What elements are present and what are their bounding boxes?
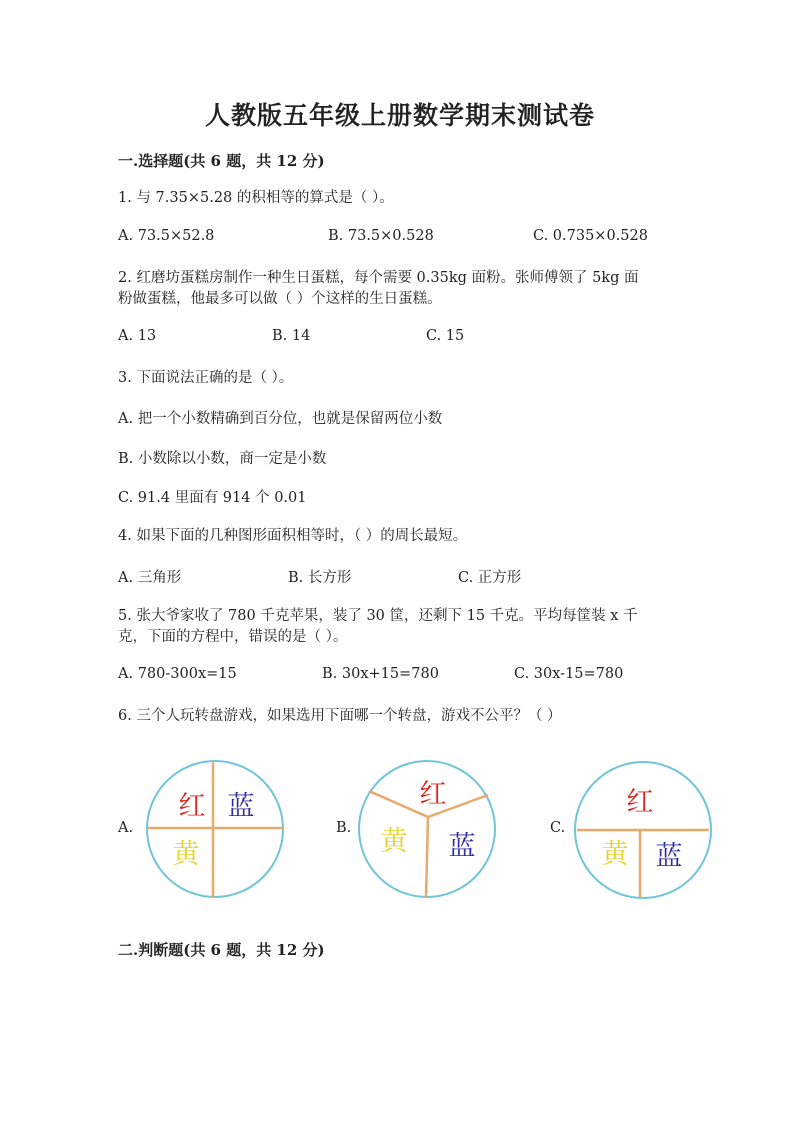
question-4-stem: 4. 如果下面的几种图形面积相等时，（ ）的周长最短。 [118, 528, 468, 544]
spinner-b [355, 756, 505, 906]
question-3-option-c: C. 91.4 里面有 914 个 0.01 [118, 490, 307, 506]
spinner-a-yellow-text: 黄 [172, 839, 200, 870]
question-5-stem-line-2: 克，下面的方程中，错误的是（ ）。 [118, 629, 348, 645]
question-2-stem-line-1: 2. 红磨坊蛋糕房制作一种生日蛋糕，每个需要 0.35kg 面粉。张师傅领了 5kg 面 [118, 270, 639, 286]
spinner-c-yellow-text: 黄 [601, 839, 629, 870]
question-3-option-b: B. 小数除以小数，商一定是小数 [118, 451, 327, 467]
spinner-a [140, 758, 290, 908]
question-1-option-c: C. 0.735×0.528 [533, 228, 648, 244]
question-2-option-b: B. 14 [272, 328, 311, 344]
question-3-stem: 3. 下面说法正确的是（ ）。 [118, 370, 294, 386]
spinner-c-label: C. [550, 820, 566, 836]
spinner-b-red-text: 红 [419, 779, 447, 810]
question-2-option-c: C. 15 [426, 328, 465, 344]
question-1-option-a: A. 73.5×52.8 [118, 228, 215, 244]
section-heading-judgement: 二.判断题(共 6 题，共 12 分) [118, 941, 325, 959]
question-5-option-c: C. 30x-15=780 [514, 666, 624, 682]
spinner-b-label: B. [336, 820, 352, 836]
question-3-option-a: A. 把一个小数精确到百分位，也就是保留两位小数 [118, 411, 443, 427]
question-2-option-a: A. 13 [118, 328, 157, 344]
spinner-c-red-text: 红 [626, 787, 654, 818]
question-6-stem: 6. 三个人玩转盘游戏，如果选用下面哪一个转盘，游戏不公平？（ ） [118, 708, 562, 724]
question-5-stem-line-1: 5. 张大爷家收了 780 千克苹果，装了 30 筐，还剩下 15 千克。平均每筐装 x 千 [118, 608, 638, 624]
spinner-a-label: A. [118, 820, 134, 836]
section-heading-choice: 一.选择题(共 6 题，共 12 分) [118, 152, 325, 170]
spinner-b-blue-text: 蓝 [448, 831, 476, 862]
spinner-c-blue-text: 蓝 [655, 841, 683, 872]
page-title: 人教版五年级上册数学期末测试卷 [204, 101, 595, 130]
spinner-c [570, 756, 720, 906]
question-2-stem-line-2: 粉做蛋糕，他最多可以做（ ）个这样的生日蛋糕。 [118, 291, 442, 307]
question-5-option-b: B. 30x+15=780 [322, 666, 439, 682]
question-4-option-c: C. 正方形 [458, 570, 522, 586]
spinner-b-yellow-text: 黄 [380, 826, 408, 857]
question-1-option-b: B. 73.5×0.528 [328, 228, 434, 244]
question-1-stem: 1. 与 7.35×5.28 的积相等的算式是（ ）。 [118, 190, 394, 206]
question-5-option-a: A. 780-300x=15 [118, 666, 237, 682]
question-4-option-b: B. 长方形 [288, 570, 352, 586]
spinner-a-red-text: 红 [178, 791, 206, 822]
question-4-option-a: A. 三角形 [118, 570, 182, 586]
spinner-a-blue-text: 蓝 [227, 791, 255, 822]
